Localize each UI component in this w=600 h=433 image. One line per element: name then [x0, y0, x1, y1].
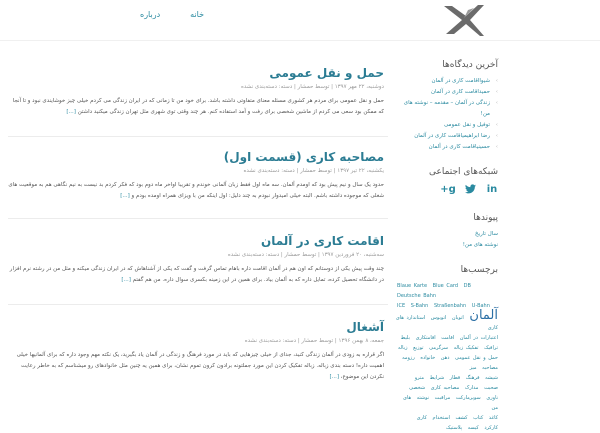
- tag-link[interactable]: مترو: [414, 375, 425, 381]
- tag-cloud: [394, 281, 498, 433]
- tag-link[interactable]: های من: [403, 395, 498, 411]
- tag-link[interactable]: مدارک: [464, 385, 479, 391]
- post-excerpt-text: چند وقت پیش یکی از دوستانم که اون هم در آلمان اقامت داره باهام تماس گرفت و گفت که یکی از آشناهاش که در ایران زندگی میکنه و مثل من در رشته نرم افزار در دانشگاه تحصیل کرده، تمایل داره که به آلمان بیاد. برای همین در این زمینه بکسری سوال داره. من هم گفتم: [9, 266, 384, 283]
- tag-link[interactable]: تفکیک زباله: [453, 345, 479, 351]
- tag-link[interactable]: کاغذ: [488, 415, 498, 421]
- tag-link[interactable]: Blue Card: [432, 283, 459, 289]
- tag-row: [394, 373, 498, 383]
- post-excerpt: [8, 350, 388, 383]
- tag-link-large[interactable]: آلمان: [469, 308, 498, 323]
- tag-link[interactable]: ترافیک: [484, 345, 498, 351]
- tag-link[interactable]: استخدام: [432, 415, 450, 421]
- tag-link[interactable]: اقامت: [441, 335, 455, 341]
- read-more-link[interactable]: [...]: [121, 277, 131, 283]
- tag-link[interactable]: صحبت: [484, 385, 498, 391]
- tag-link[interactable]: شیشه: [485, 375, 498, 381]
- post-divider: [8, 136, 388, 137]
- post-meta: یکشنبه، ۲۲ تیر ۱۳۹۷ | توسط حمشار | دسته: دسته‌بندی نشده: [243, 168, 384, 174]
- tag-link[interactable]: اتوبوس: [430, 315, 447, 321]
- post: [8, 320, 388, 383]
- tag-row: [394, 353, 498, 373]
- post: [8, 66, 388, 118]
- tag-link[interactable]: پلاستیک: [446, 425, 463, 431]
- tag-link[interactable]: سرگرمی: [429, 345, 449, 351]
- tag-link[interactable]: Straßenbahn: [433, 303, 467, 309]
- recent-comment-item[interactable]: › حمیداقامت کاری در آلمان: [394, 87, 498, 98]
- link-item[interactable]: نوشته های من!: [462, 242, 498, 248]
- post-title[interactable]: مصاحبه کاری (قسمت اول): [223, 150, 384, 164]
- tag-link[interactable]: رزومه: [402, 355, 415, 361]
- tag-link[interactable]: حمل و نقل عمومی: [455, 355, 498, 361]
- tag-link[interactable]: مصاحبه کاری: [430, 385, 460, 391]
- site-logo-icon[interactable]: [440, 2, 488, 38]
- post-title[interactable]: حمل و نقل عمومی: [269, 66, 384, 80]
- nav-item-about[interactable]: درباره: [140, 10, 161, 19]
- tag-link[interactable]: شرایط: [429, 375, 445, 381]
- tag-link[interactable]: کارکرد: [484, 425, 498, 431]
- recent-comments-list: [394, 76, 498, 153]
- tag-link[interactable]: استاندارد های کاری: [395, 315, 498, 331]
- links-list: [394, 229, 498, 251]
- tag-link[interactable]: فرهنگ: [465, 375, 480, 381]
- twitter-icon[interactable]: [464, 183, 476, 195]
- post: [8, 234, 388, 286]
- tag-row: [394, 343, 498, 353]
- post-divider: [8, 218, 388, 219]
- google-plus-icon[interactable]: g+: [440, 183, 456, 195]
- post-excerpt-text: اگر قراره به زودی در آلمان زندگی کنید، جدای از خیلی چیزهایی که باید در مورد فرهنگ و زندگی در آلمان یاد بگیرید، یک نکته مهم وجود داره که برای آلمانیها خیلی اهمیت داره! دسته بندی زباله. زباله تفکیک کردن این مورد جملتونه برادون کرون تموم نشان، برای همین یه چنین مثل خانوادهای رو میشناسم که به خاطر رعایت نکردن این موضوع،: [16, 352, 384, 380]
- main-nav: [140, 10, 204, 26]
- post-divider: [8, 304, 388, 305]
- tag-link[interactable]: ICE: [397, 303, 406, 309]
- tag-row: [394, 413, 498, 423]
- tag-row: [394, 383, 498, 393]
- post-excerpt-text: حمل و نقل عمومی برای مردم هر کشوری مسئله معنای متفاوتی داشته باشد. برای خود من تا زمانی که در ایران زندگی می کردم خیلی چیز خوشایندی نبود و تا آنجا که ممکن بود سعی می کردم از ماشین شخصی برای رفت و آمد استفاده کنم. هر چند وقتی توی شهری مثل تهران زندگی میکنید داشتن: [12, 98, 384, 115]
- read-more-link[interactable]: [...]: [120, 193, 130, 199]
- post-excerpt-text: حدود یک سال و نیم پیش بود که اومدم آلمان. سه ماه اول فقط زبان آلمانی خوندم و تقریبا اواخر ماه دوم بود که فکر کردم بد نیست به نیم نگاهی هم به موقعیت های شغلی که موجوده داشته باشم. البته خیلی امیدوار نبودم به چند دلیل: اول اینکه من با ویزای همراه اومده بودم و: [8, 182, 384, 199]
- tag-link[interactable]: بلیط: [400, 335, 410, 341]
- recent-comment-item[interactable]: › حسینیاقامت کاری در آلمان: [394, 142, 498, 153]
- tag-link[interactable]: مراقبت: [434, 395, 451, 401]
- tag-link[interactable]: کتاب: [473, 415, 484, 421]
- link-item[interactable]: سال تاریخ: [475, 231, 498, 237]
- tag-link[interactable]: DB: [463, 283, 471, 289]
- tag-link[interactable]: کاری: [416, 415, 427, 421]
- tag-link[interactable]: شخصی: [409, 385, 426, 391]
- post-meta: سه‌شنبه، ۲۰ فروردین ۱۳۹۷ | توسط حمشار | دسته: دسته‌بندی نشده: [227, 252, 384, 258]
- post-excerpt: [8, 264, 388, 286]
- post: [8, 150, 388, 202]
- recent-comments-title: آخرین دیدگاه‌ها: [442, 60, 498, 70]
- tag-link[interactable]: زباله: [397, 345, 408, 351]
- nav-item-home[interactable]: خانه: [190, 10, 205, 19]
- read-more-link[interactable]: [...]: [329, 374, 340, 380]
- post-meta: دوشنبه، ۲۲ مهر ۱۳۹۷ | توسط حمشار | دسته: دسته‌بندی نشده: [240, 84, 384, 90]
- links-title: پیوندها: [473, 213, 498, 223]
- social-links: [394, 183, 498, 195]
- post-title[interactable]: اقامت کاری در آلمان: [260, 234, 384, 248]
- recent-comment-item[interactable]: › توفیل و نقل عمومی: [394, 120, 498, 131]
- tag-row: [394, 423, 498, 433]
- tag-row: [394, 393, 498, 413]
- tag-link[interactable]: کیسه: [467, 425, 479, 431]
- social-title: شبکه‌های اجتماعی: [428, 167, 498, 177]
- post-meta: جمعه، ۸ بهمن ۱۳۹۶ | توسط حمشار | دسته: دسته‌بندی نشده: [244, 338, 384, 344]
- post-excerpt: [8, 96, 388, 118]
- linkedin-icon[interactable]: in: [486, 183, 498, 195]
- tag-link[interactable]: کشف: [455, 415, 468, 421]
- tag-link[interactable]: میز: [469, 365, 477, 371]
- sidebar: [394, 60, 498, 433]
- post-title[interactable]: آشغال: [346, 320, 384, 334]
- tag-link[interactable]: توزیع: [413, 345, 424, 351]
- tag-link[interactable]: سوپرمارکت: [455, 395, 481, 401]
- tag-row: [394, 281, 498, 301]
- tag-row: [394, 333, 498, 343]
- tag-link[interactable]: نوشته: [416, 395, 430, 401]
- read-more-link[interactable]: [...]: [66, 109, 76, 115]
- tag-link[interactable]: S-Bahn: [410, 303, 429, 309]
- tag-link[interactable]: دهن: [440, 355, 450, 361]
- tag-link[interactable]: قطار: [449, 375, 461, 381]
- recent-comment-item[interactable]: › شیوااقامت کاری در آلمان: [394, 76, 498, 87]
- post-excerpt: [8, 180, 388, 202]
- tag-link[interactable]: مصاحبه: [482, 365, 498, 371]
- tag-link[interactable]: Deutsche Bahn: [397, 293, 437, 299]
- tag-link[interactable]: اعتبارات در آلمان: [459, 335, 498, 341]
- recent-comment-item[interactable]: › رضا ابراهیمیاقامت کاری در آلمان: [394, 131, 498, 142]
- tag-link[interactable]: Blaue Karte: [397, 283, 428, 289]
- recent-comment-item[interactable]: › زندگی در آلمان – مقدمه – نوشته های من!: [394, 98, 498, 120]
- tag-link[interactable]: خانواده: [420, 355, 436, 361]
- tag-row: [394, 308, 498, 333]
- tag-link[interactable]: اقامتکاری: [415, 335, 436, 341]
- tags-title: برچسب‌ها: [460, 265, 498, 275]
- tag-link[interactable]: U-Bahn: [471, 303, 490, 309]
- site-header: [0, 0, 600, 41]
- tag-link[interactable]: اتوبان: [451, 315, 464, 321]
- tag-link[interactable]: ناوری: [486, 395, 498, 401]
